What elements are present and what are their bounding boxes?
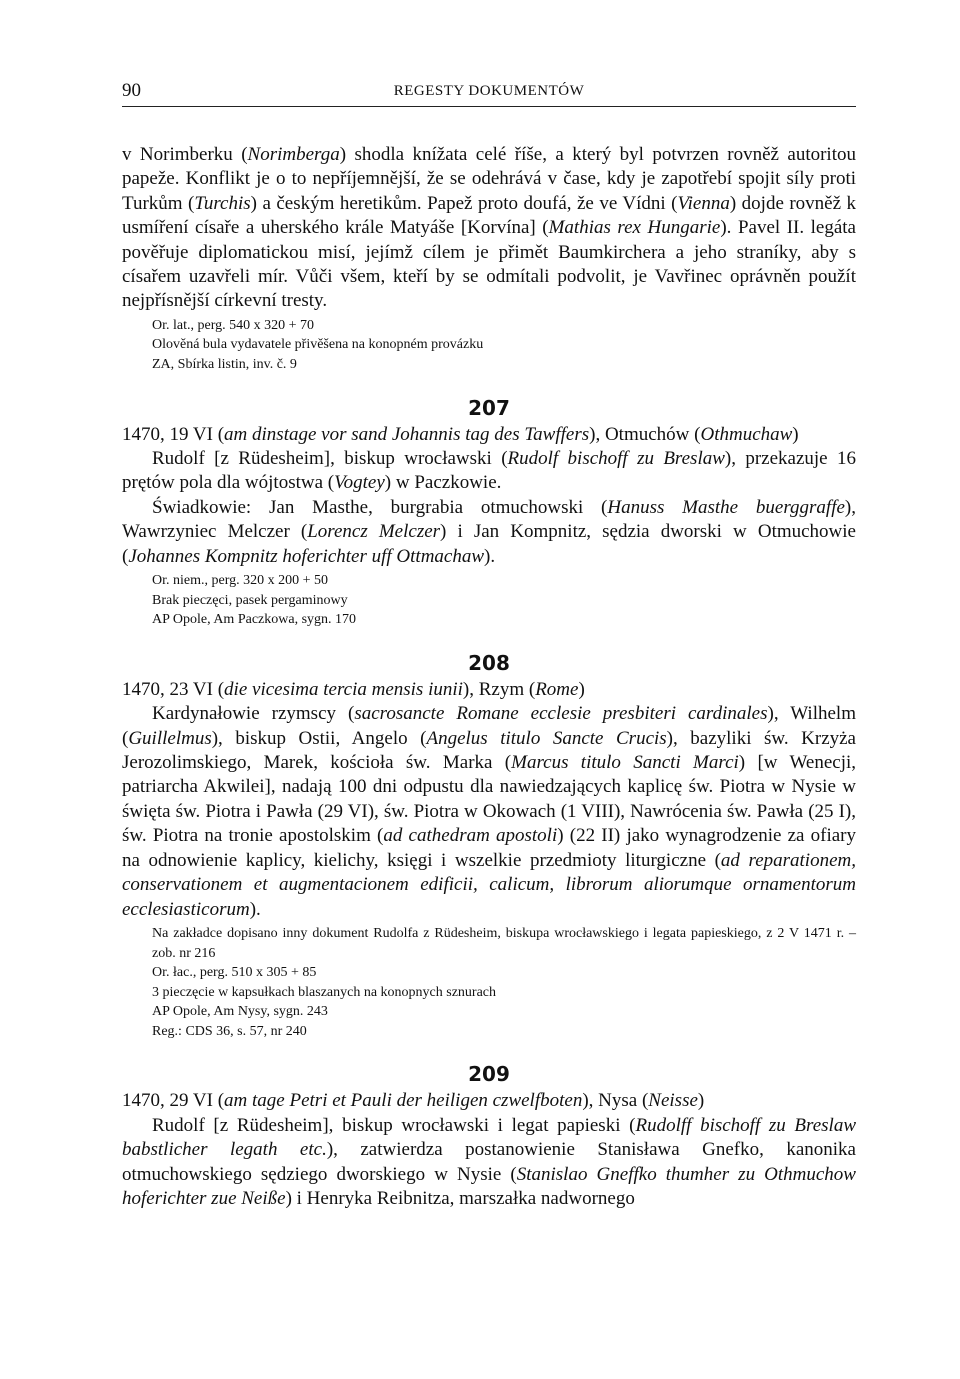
entry-paragraph: Świadkowie: Jan Masthe, burgrabia otmuchowski (Hanuss Masthe buerggraffe), Wawrzyniec Melczer (Lorencz Melczer) i Jan Kompnitz, sędzia dworski w Otmuchowie (Johannes Kompnitz hoferichter uff Ottmachaw).: [122, 496, 856, 567]
regest-entry: [122, 395, 856, 630]
archival-note-line: Reg.: CDS 36, s. 57, nr 240: [152, 1023, 307, 1039]
page-number: 90: [122, 80, 141, 101]
archival-note-line: 3 pieczęcie w kapsułkach blaszanych na konopnych sznurach: [152, 984, 497, 1000]
entry-date-place: 1470, 19 VI (am dinstage vor sand Johannis tag des Tawffers), Otmuchów (Othmuchaw): [122, 423, 799, 445]
archival-note-line: Or. łac., perg. 510 x 305 + 85: [152, 965, 317, 981]
entry-date-place: 1470, 23 VI (die vicesima tercia mensis iunii), Rzym (Rome): [122, 678, 585, 700]
entry-paragraph: Kardynałowie rzymscy (sacrosancte Romane ecclesie presbiteri cardinales), Wilhelm (Guillelmus), biskup Ostii, Angelo (Angelus titulo Sancte Crucis), bazyliki św. Krzyża Jerozolimskiego, Marek, kościoła św. Marka (Marcus titulo Sancti Marci) [w Wenecji, patriarcha Akwilei], nadają 100 dni odpustu dla nawiedzających kaplicę św. Piotra w Nysie w święta św. Piotra i Pawła (29 VI), św. Piotra w Okowach (1 VIII), Nawrócenia św. Pawła (25 I), św. Piotra na tronie apostolskim (ad cathedram apostoli) (22 II) jako wynagrodzenie za ofiary na odnowienie kaplicy, kielichy, księgi i wszelkie przedmioty liturgiczne (ad reparationem, conservationem et augmentacionem edificii, calicum, librorum aliorumque ornamentorum ecclesiasticorum).: [122, 703, 857, 920]
archival-note-line: ZA, Sbírka listin, inv. č. 9: [152, 357, 297, 373]
running-title: REGESTY DOKUMENTÓW: [393, 83, 585, 99]
regest-entry: [122, 650, 856, 1042]
archival-note-line: Olověná bula vydavatele přivěšena na konopném provázku: [152, 337, 484, 353]
entry-paragraph: Rudolf [z Rüdesheim], biskup wrocławski i legat papieski (Rudolff bischoff zu Breslaw babstlicher legath etc.), zatwierdza postanowienie Stanisława Gnefko, kanonika otmuchowskiego sędziego dworskiego w Nysie (Stanislao Gneffko thumher zu Othmuchow hoferichter zue Neiße) i Henryka Reibnitza, marszałka nadwornego: [122, 1114, 857, 1210]
entry-number: 209: [468, 1062, 510, 1087]
document-body: [122, 143, 856, 1212]
regest-entry: [122, 1061, 856, 1211]
archival-note-line: Or. lat., perg. 540 x 320 + 70: [152, 317, 315, 333]
entry-date-place: 1470, 29 VI (am tage Petri et Pauli der heiligen czwelfboten), Nysa (Neisse): [122, 1090, 705, 1112]
entry-number: 207: [468, 395, 510, 420]
archival-note-line: AP Opole, Am Nysy, sygn. 243: [152, 1004, 328, 1020]
continued-paragraph: v Norimberku (Norimberga) shodla knížata celé říše, a který byl potvrzen rovněž autoritou papeže. Konflikt je o to nepříjemnější, že se odehrává v čase, kdy je zapotřebí spojit síly proti Turkům (Turchis) a českým heretikům. Papež proto doufá, že ve Vídni (Vienna) dojde rovněž k usmíření císaře a uherského krále Matyáše [Korvína] (Mathias rex Hungarie). Pavel II. legáta pověřuje diplomatickou misí, jejímž cílem je přimět Baumkirchera a jeho straníky, aby s císařem uzavřeli mír. Vůči všem, kteří by se odmítali podvolit, je Vavřinec oprávněn použít nejpřísnější církevní tresty.: [122, 144, 857, 312]
continued-archival-notes: [152, 316, 856, 375]
document-page: [122, 80, 856, 1212]
archival-note-line: Na zakładce dopisano inny dokument Rudolfa z Rüdesheim, biskupa wrocławskiego i legata papieskiego, z 2 V 1471 r. – zob. nr 216: [152, 925, 856, 961]
archival-notes: [152, 924, 856, 1042]
archival-note-line: Or. niem., perg. 320 x 200 + 50: [152, 573, 329, 589]
entry-paragraph: Rudolf [z Rüdesheim], biskup wrocławski (Rudolf bischoff zu Breslaw), przekazuje 16 prętów pola dla wójtostwa (Vogtey) w Paczkowie.: [122, 448, 856, 494]
archival-note-line: Brak pieczęci, pasek pergaminowy: [152, 592, 348, 608]
archival-notes: [152, 571, 856, 630]
running-header: [122, 80, 856, 107]
archival-note-line: AP Opole, Am Paczkowa, sygn. 170: [152, 612, 357, 628]
entry-number: 208: [468, 650, 510, 675]
